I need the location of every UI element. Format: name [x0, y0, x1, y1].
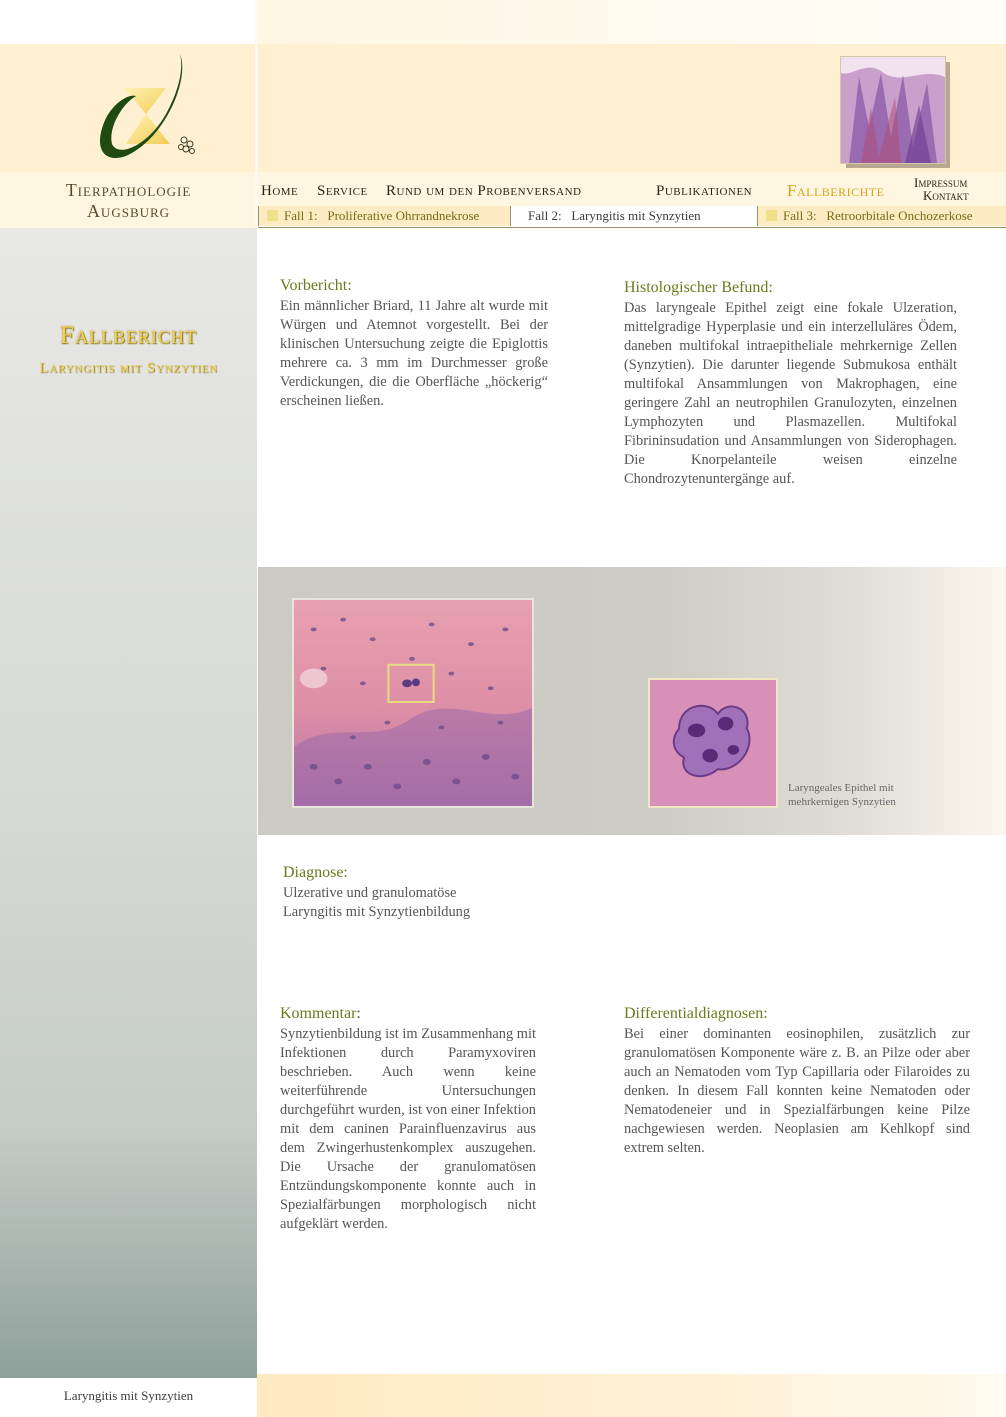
nav-kontakt[interactable]: Kontakt	[923, 188, 969, 203]
sidebar	[0, 228, 257, 1378]
nav-fallberichte[interactable]: Fallberichte	[787, 181, 885, 200]
kommentar-heading	[280, 1005, 361, 1023]
tab-number: Fall 3:	[783, 208, 817, 223]
tab-fall-3[interactable]	[758, 206, 1006, 226]
kommentar-heading-text: Kommentar	[280, 1005, 357, 1022]
logo-icon[interactable]	[86, 48, 216, 168]
tab-title: Retroorbitale Onchozerkose	[826, 208, 973, 223]
header-micrograph-image	[840, 56, 946, 164]
brand-line-2: Augsburg	[86, 201, 171, 221]
brand-line-1: Tierpathologie	[65, 180, 192, 200]
differential-text: Bei einer dominanten eosinophilen, zusätzlich zur granulomatösen Komponente wäre z. B. an Pilze oder aber auch an Nematoden vom Typ Capillaria oder Filaroides zu denken. In diesem Fall konnten keine Nematoden oder Nematodeneier und in Spezialfärbungen keine Pilze nachgewiesen werden. Neoplasien am Kehlkopf sind extrem selten.	[624, 1026, 970, 1156]
kommentar-text: Synzytienbildung ist im Zusammenhang mit Infektionen durch Paramyxoviren beschrieben. Auch wenn keine weiterführende Untersuchungen durchgeführt wurden, ist von einer Infektion mit dem caninen Parainfluenzavirus aus dem Zwingerhustenkomplex auszugehen. Die Ursache der granulomatösen Entzündungskomponente konnte auch in Spezialfärbungen morphologisch nicht aufgeklärt werden.	[280, 1026, 536, 1232]
diagnose-text	[283, 884, 583, 922]
tab-title: Laryngitis mit Synzytien	[571, 208, 701, 223]
tab-fall-2[interactable]	[510, 206, 758, 226]
micrograph-zoom-image[interactable]	[648, 678, 778, 808]
sidebar-title: Fallbericht	[60, 322, 197, 349]
image-caption	[788, 781, 948, 809]
tab-title: Proliferative Ohrrandnekrose	[327, 208, 480, 223]
caption-line-2: mehrkernigen Synzytien	[788, 796, 896, 808]
top-strip-right	[257, 0, 1006, 44]
micrograph-main-image[interactable]	[292, 598, 534, 808]
nav-home[interactable]: Home	[261, 183, 299, 199]
nav-publikationen[interactable]: Publikationen	[656, 183, 753, 199]
histo-heading: Histologischer Befund:	[624, 279, 773, 296]
tab-fall-1[interactable]	[258, 206, 510, 226]
tab-number: Fall 1:	[284, 208, 318, 223]
tab-number: Fall 2:	[528, 208, 562, 223]
nav-service[interactable]: Service	[317, 183, 368, 199]
diagnose-heading: Diagnose:	[283, 864, 348, 881]
nav-probenversand[interactable]: Rund um den Probenversand	[386, 183, 582, 199]
diagnose-line-2: Laryngitis mit Synzytienbildung	[283, 904, 471, 920]
footer-caption: Laryngitis mit Synzytien	[63, 1388, 194, 1403]
vorbericht-text: Ein männlicher Briard, 11 Jahre alt wurde mit Würgen und Atemnot vorgestellt. Bei der klinischen Untersuchung zeigte die Epiglottis mehrere ca. 3 mm im Durchmesser große Verdickungen, die die Oberfläche „höckerig“ erscheinen ließen.	[280, 298, 548, 409]
nav-impressum[interactable]: Impressum	[914, 175, 968, 190]
top-strip-left	[0, 0, 257, 44]
sidebar-subtitle: Laryngitis mit Synzytien	[39, 360, 218, 376]
diagnose-line-1: Ulzerative und granulomatöse	[283, 885, 457, 901]
footer-bar	[257, 1374, 1006, 1417]
kommentar-colon: :	[356, 1005, 361, 1022]
histo-text: Das laryngeale Epithel zeigt eine fokale Ulzeration, mittelgradige Hyperplasie und ein interzelluläres Ödem, daneben multifokal intraepitheliale mehrkernige Zellen (Synzytien). Die darunter liegende Submukosa enthält multifokal Ansammlungen von Makrophagen, eine geringere Zahl an neutrophilen Granulozyten, einzelnen Lymphozyten und Plasmazellen. Multifokal Fibrininsudation und Ansammlungen von Siderophagen. Die Knorpelanteile weisen einzelne Chondrozytenuntergänge auf.	[624, 300, 957, 487]
tab-marker-icon	[766, 210, 777, 221]
tab-marker-icon	[267, 210, 278, 221]
differential-heading: Differentialdiagnosen:	[624, 1005, 768, 1022]
caption-line-1: Laryngeales Epithel mit	[788, 782, 894, 794]
vorbericht-heading: Vorbericht:	[280, 277, 352, 294]
